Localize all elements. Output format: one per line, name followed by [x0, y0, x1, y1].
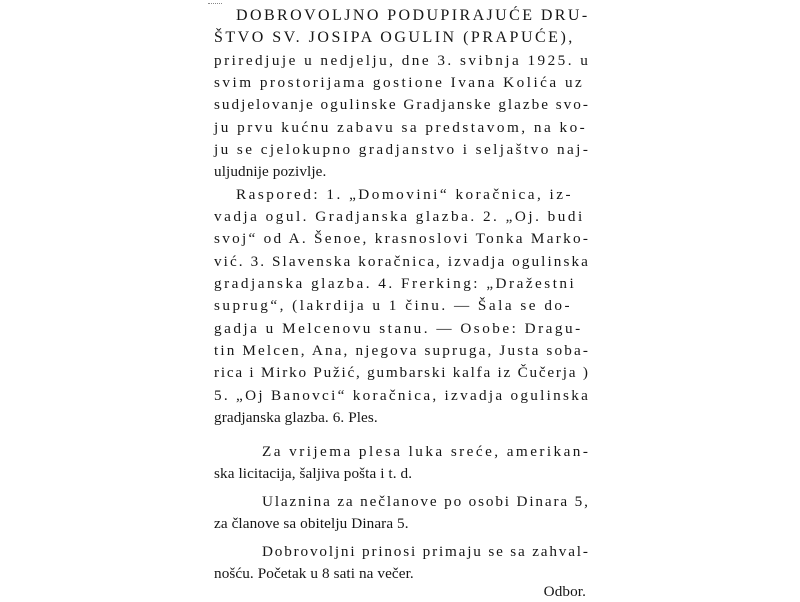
headline-line-2: ŠTVO SV. JOSIPA OGULIN (PRAPUĆE), [214, 29, 575, 46]
text-line: svim prostorijama gostione Ivana Kolića uz [214, 74, 585, 91]
program-line: Raspored: 1. „Domovini“ koračnica, iz- [236, 186, 574, 203]
program-line: vić. 3. Slavenska koračnica, izvadja ogulinska [214, 253, 590, 270]
contributions-line: nošću. Početak u 8 sati na večer. [214, 565, 414, 582]
dance-line: ska licitacija, šaljiva pošta i t. d. [214, 465, 413, 482]
admission-line: Ulaznina za nečlanove po osobi Dinara 5, [262, 493, 590, 510]
dotted-mark [208, 3, 222, 10]
dance-line: Za vrijema plesa luka sreće, amerikan- [262, 443, 591, 460]
newspaper-clipping [200, 0, 600, 600]
text-line: ju prvu kućnu zabavu sa predstavom, na ko- [214, 119, 588, 136]
contributions-line: Dobrovoljni prinosi primaju se sa zahval- [262, 543, 590, 560]
program-line: tin Melcen, Ana, njegova supruga, Justa soba- [214, 342, 591, 359]
admission-line: za članove sa obitelju Dinara 5. [214, 515, 409, 532]
text-line: uljudnije pozivlje. [214, 163, 327, 180]
program-line: gadja u Melcenovu stanu. — Osobe: Dragu- [214, 320, 583, 337]
text-line: sudjelovanje ogulinske Gradjanske glazbe svo- [214, 96, 590, 113]
program-line: vadja ogul. Gradjanska glazba. 2. „Oj. budi [214, 208, 585, 225]
program-line: suprug“, (lakrdija u 1 činu. — Šala se do- [214, 297, 573, 314]
headline-line-1: DOBROVOLJNO PODUPIRAJUĆE DRU- [236, 7, 590, 24]
signature-line: Odbor. [543, 583, 586, 600]
program-line: 5. „Oj Banovci“ koračnica, izvadja ogulinska [214, 387, 591, 404]
text-line: ju se cjelokupno gradjanstvo i seljaštvo naj- [214, 141, 591, 158]
text-line: priredjuje u nedjelju, dne 3. svibnja 1925. u [214, 52, 591, 69]
program-line: svoj“ od A. Šenoe, krasnoslovi Tonka Marko- [214, 230, 591, 247]
program-line: gradjanska glazba. 6. Ples. [214, 409, 378, 426]
program-line: rica i Mirko Pužić, gumbarski kalfa iz Čučerja ) [214, 364, 590, 381]
program-line: gradjanska glazba. 4. Frerking: „Dražestni [214, 275, 577, 292]
